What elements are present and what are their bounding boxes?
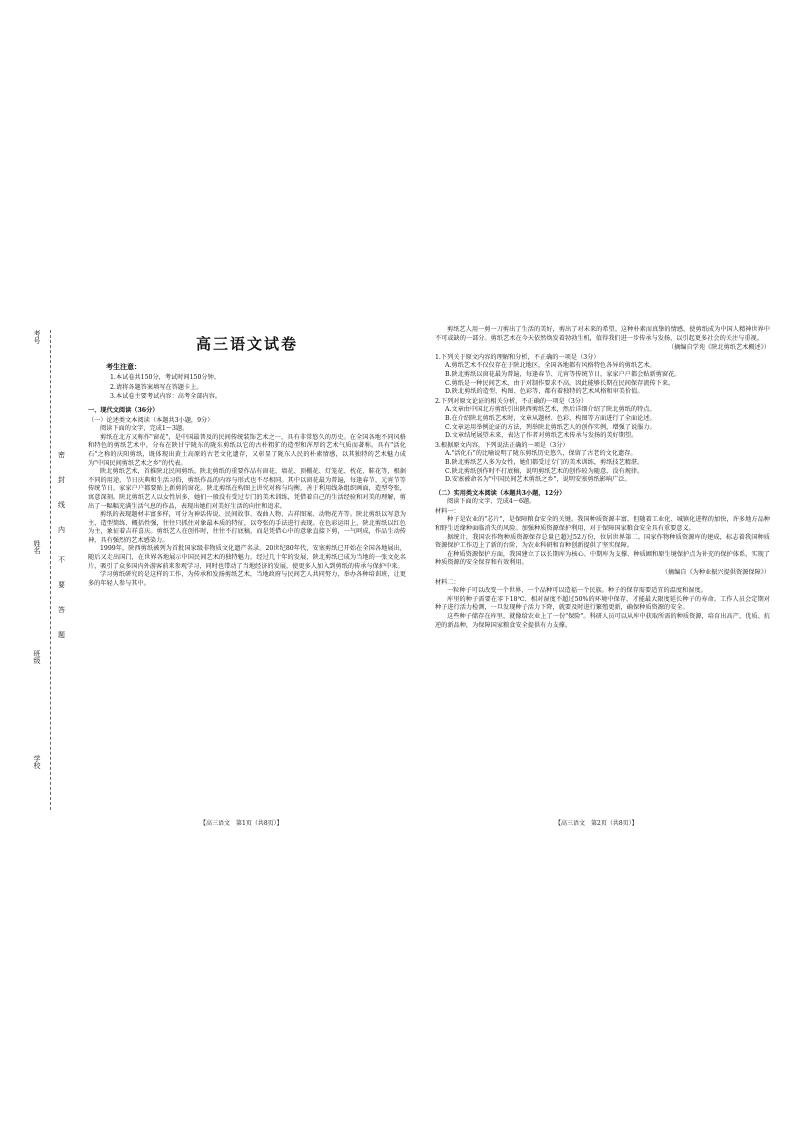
seal-char: 封	[58, 476, 65, 484]
section-heading: 一、现代文阅读（36分）	[88, 406, 159, 414]
seal-char: 答	[58, 606, 65, 614]
notice-item: 2.请将各题答案填写在答题卡上。	[110, 383, 203, 391]
instruction: 阅读下面的文字，完成4～6题。	[447, 498, 536, 506]
seal-char: 内	[58, 526, 65, 534]
option: C.文章运用举例论证的方法，列举陕北剪纸艺人的创作实例，增强了说服力。	[445, 423, 656, 431]
option: C.陕北剪纸创作时不打底稿，说明剪纸艺术的创作较为随意，没有规律。	[445, 467, 644, 475]
article-paragraph: 库里的种子需要在零下18℃、相对湿度不超过50%的环境中保存，才能最大限度延长种子的寿命。工作人员会定期对种子进行活力检测，一旦发现种子活力下降，就要及时进行繁殖更新，确保种质资源的安全。	[435, 595, 770, 612]
option: B.陕北剪纸艺人多为女性，她们都受过专门的美术训练，剪纸技艺精湛。	[445, 458, 644, 466]
page-footer-right: 【高三语文 第2页（共8页）】	[555, 820, 638, 827]
seal-char: 不	[58, 556, 65, 564]
article-paragraph: 陕北剪纸艺术，首推陕北民间剪纸。陕北剪纸的重要作品有窗花、墙花、顶棚花、灯笼花、枕花、鞋花等，根据不同的用途、节日庆典和生活习俗，剪纸作品的内容与形式也不尽相同。其中以窗花最为普遍，每逢春节、元宵节等传统节日，家家户户都要贴上新剪的窗花。陕北剪纸在构图上讲究对称与均衡，善于利用线条组织画面，造型夸张，寓意深刻。陕北剪纸艺人以女性居多，她们一般没有受过专门的美术训练，凭借着自己的生活经验和对美的理解，剪出了一幅幅充满生活气息的作品，表现出她们对美好生活的向往和追求。	[88, 468, 406, 510]
option: A."活化石"的比喻说明了陇东剪纸历史悠久，保留了古老的文化遗存。	[445, 450, 637, 458]
question-2: 2.下列对原文论证的相关分析，不正确的一项是（3分）	[435, 397, 588, 405]
seal-char: 密	[58, 451, 65, 459]
question-3: 3.根据原文内容，下列说法正确的一项是（3分）	[435, 441, 569, 449]
source-note: （摘编自《为种业振兴提供资源保障》）	[661, 569, 770, 577]
option: A.剪纸艺术不仅仅存在于陕北地区，全国各地都有风格特色各异的剪纸艺术。	[445, 362, 656, 370]
class-label: 班级	[33, 650, 41, 664]
option: B.在介绍陕北剪纸艺术时，文章从题材、色彩、构图等方面进行了全面论述。	[445, 414, 656, 422]
exam-number-label: 考号	[33, 330, 41, 344]
article-paragraph: 学习剪纸研究的是这样的工作，为传承和发扬剪纸艺术，当地政府与民间艺人共同努力，举办各种培训班，让更多的年轻人参与其中。	[88, 571, 406, 587]
article-paragraph: 1999年，陕西剪纸被列为首批国家级非物质文化遗产名录。20世纪80年代，安塞剪纸已开始在全国各地展出，随后又走出国门，在世界各地展示中国民间艺术的独特魅力。经过几十年的发展，陕北剪纸已成为当地的一张文化名片，吸引了众多国内外游客前来参观学习，同时也带动了当地经济的发展，使更多人加入到剪纸的传承与保护中来。	[88, 545, 406, 570]
page-footer-left: 【高三语文 第1页（共8页）】	[200, 820, 283, 827]
subsection-heading: （二）实用类文本阅读（本题共3小题，12分）	[435, 489, 566, 497]
option: A.文章由中国北方剪纸引出陕西剪纸艺术，然后详细介绍了陕北剪纸的特点。	[445, 406, 656, 414]
source-note: （摘编自学苑《陕北剪纸艺术概述》）	[667, 344, 770, 352]
option: D.安塞被命名为"中国民间艺术剪纸之乡"，说明安塞剪纸影响广泛。	[445, 476, 631, 484]
material-heading: 材料一：	[435, 507, 460, 515]
article-paragraph: 在种质资源保护方面，我国建立了以长期库为核心、中期库为支撑、种质圃和原生境保护点为补充的保护体系，实现了种质资源的安全保存和有效利用。	[435, 550, 770, 567]
article-paragraph: 一粒种子可以改变一个世界，一个品种可以造福一个民族。种子的保存需要适宜的温度和湿度。	[447, 587, 707, 595]
article-paragraph: 种子是农业的"芯片"，是保障粮食安全的关键。我国种质资源丰富，但随着工业化、城镇化进程的加快，许多地方品种和野生近缘种面临消失的风险。加强种质资源保护利用，对于保障国家粮食安全具有重要意义。	[435, 516, 770, 533]
school-label: 学校	[33, 755, 41, 769]
notice-item: 3.本试卷主要考试内容：高考全部内容。	[110, 393, 222, 401]
seal-char: 题	[58, 631, 65, 639]
seal-char: 线	[58, 501, 65, 509]
option: D.文章结尾展望未来，表达了作者对剪纸艺术传承与发扬的美好期望。	[445, 432, 638, 440]
option: D.陕北剪纸的造型、构图、色彩等，都有着独特的艺术风格和审美价值。	[445, 388, 644, 396]
article-paragraph: 这些种子储存在库里，就像给农业上了一份"保险"。科研人员可以从库中获取所需的种质资源，培育出高产、优质、抗逆的新品种，为保障国家粮食安全提供有力支撑。	[435, 613, 770, 629]
notice-heading: 考生注意：	[106, 361, 141, 371]
seal-char: 要	[58, 581, 65, 589]
option: C.剪纸是一种民间艺术，由于对制作要求不高，因此能够长期在民间保存流传下来。	[445, 379, 675, 387]
exam-sheet	[30, 320, 770, 830]
page-title: 高三语文试卷	[195, 335, 298, 353]
question-1: 1.下列关于原文内容的理解和分析，不正确的一项是（3分）	[435, 353, 600, 361]
left-column	[88, 320, 406, 588]
material-heading: 材料二：	[435, 578, 460, 586]
right-column	[435, 326, 770, 630]
article-paragraph: 剪纸的表现题材丰富多样，可分为神话传说、民间故事、戏曲人物、吉祥图案、动物花卉等。陕北剪纸以写意为主，造型简练、概括性强，往往只抓住对象最本质的特征，以夸张的手法进行表现。在色彩运用上，陕北剪纸以红色为主，象征着吉祥喜庆。剪纸艺人在创作时，往往不打底稿，而是凭借心中的意象直接下剪，一气呵成，作品生动传神，具有强烈的艺术感染力。	[88, 511, 406, 544]
name-label: 姓名	[33, 540, 41, 554]
option: B.陕北剪纸以窗花最为普遍，每逢春节、元宵等传统节日，家家户户都会贴新剪窗花。	[445, 370, 681, 378]
notice-list	[88, 374, 406, 402]
notice-item: 1.本试卷共150分，考试时间150分钟。	[110, 374, 220, 382]
article-paragraph: 剪纸在北方又称作"窗花"，是中国最普及的民间传统装饰艺术之一，具有非常悠久的历史。在全国各地不同风格和特色的剪纸艺术中，分布在陕甘宁陇东的陇东剪纸以它的古朴粗犷的造型和浑厚的艺术气质而著称。具有"活化石"之称的庆阳剪纸，既体现出黄土高原的古老文化遗存，又彰显了陇东人民的朴素情感，以其独特的艺术魅力成为"中国民间剪纸艺术之乡"的代表。	[88, 433, 406, 467]
article-paragraph: 剪纸艺人用一剪一刀剪出了生活的美好，剪出了对未来的希望。这种朴素而真挚的情感，使剪纸成为中国人精神世界中不可或缺的一部分。剪纸艺术在今天依然焕发着勃勃生机，值得我们进一步传承与发扬，以引起更多社会的关注与重视。	[435, 326, 770, 342]
subsection-heading: （一）论述类文本阅读（本题共3小题，9分）	[88, 416, 214, 424]
article-paragraph: 据统计，我国农作物种质资源保存总量已超过52万份，位居世界第二。国家作物种质资源库的建成，标志着我国种质资源保护工作迈上了新的台阶，为农业科研和育种创新提供了坚实保障。	[435, 533, 770, 550]
instruction: 阅读下面的文字，完成1～3题。	[100, 425, 189, 433]
